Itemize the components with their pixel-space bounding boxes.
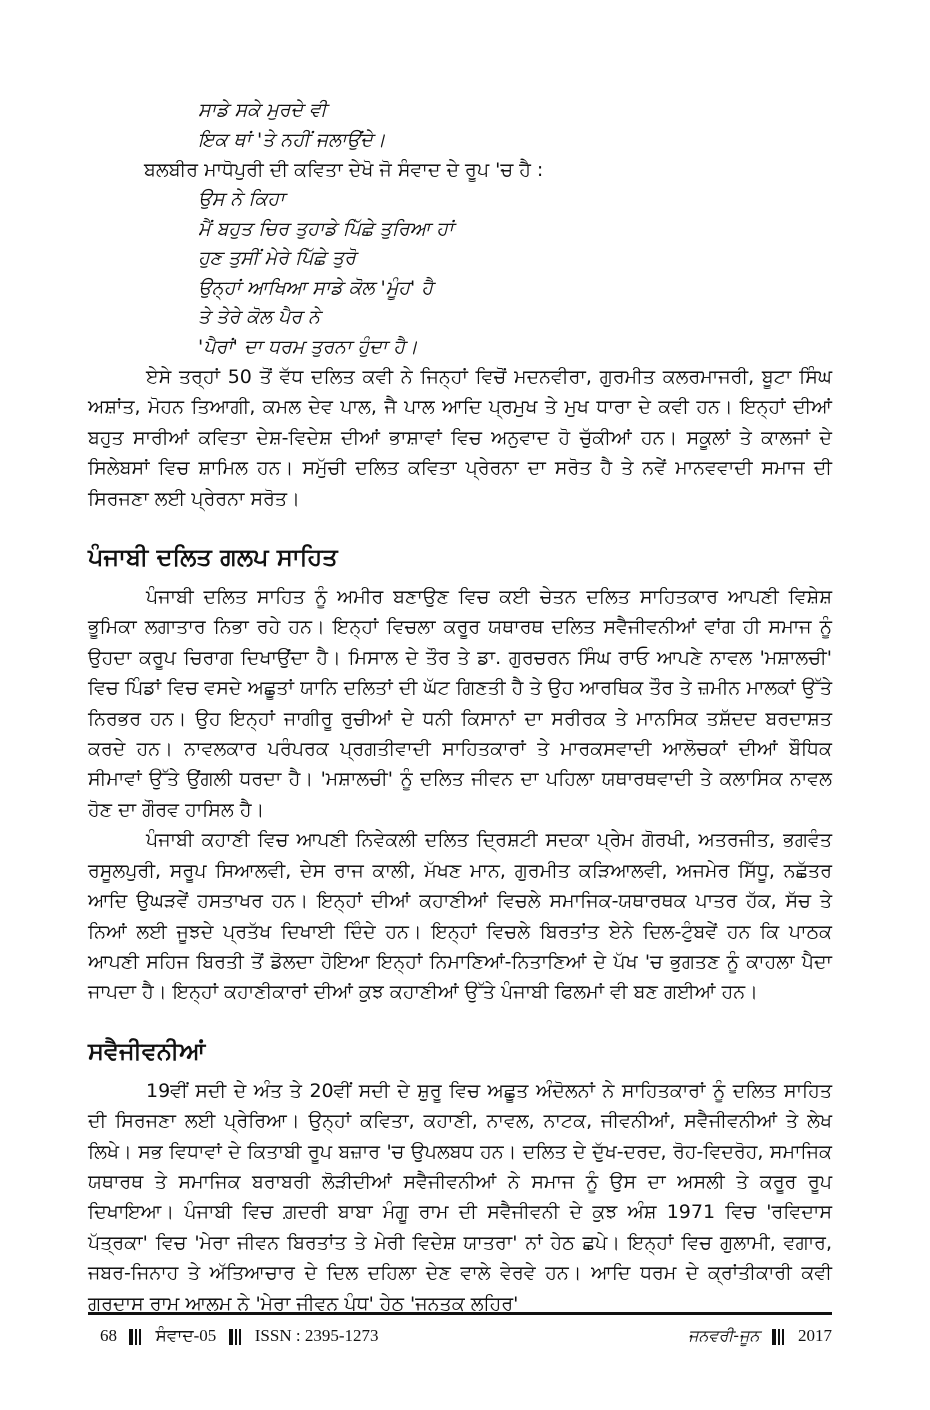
paragraph-autobiographies: 19ਵੀਂ ਸਦੀ ਦੇ ਅੰਤ ਤੇ 20ਵੀਂ ਸਦੀ ਦੇ ਸ਼ੁਰੂ ਵਿਚ ਅਛੂਤ ਅੰਦੋਲਨਾਂ ਨੇ ਸਾਹਿਤਕਾਰਾਂ ਨੂੰ ਦਲਿਤ ਸਾਹਿਤ ਦੀ ਸਿਰਜਣਾ ਲਈ ਪ੍ਰੇਰਿਆ। ਉਨ੍ਹਾਂ ਕਵਿਤਾ, ਕਹਾਣੀ, ਨਾਵਲ, ਨਾਟਕ, ਜੀਵਨੀਆਂ, ਸਵੈਜੀਵਨੀਆਂ ਤੇ ਲੇਖ ਲਿਖੇ। ਸਭ ਵਿਧਾਵਾਂ ਦੇ ਕਿਤਾਬੀ ਰੂਪ ਬਜ਼ਾਰ 'ਚ ਉਪਲਬਧ ਹਨ। ਦਲਿਤ ਦੇ ਦੁੱਖ-ਦਰਦ, ਰੋਹ-ਵਿਦਰੋਹ, ਸਮਾਜਿਕ ਯਥਾਰਥ ਤੇ ਸਮਾਜਿਕ ਬਰਾਬਰੀ ਲੋੜੀਦੀਆਂ ਸਵੈਜੀਵਨੀਆਂ ਨੇ ਸਮਾਜ ਨੂੰ ਉਸ ਦਾ ਅਸਲੀ ਤੇ ਕਰੂਰ ਰੂਪ ਦਿਖਾਇਆ। ਪੰਜਾਬੀ ਵਿਚ ਗ਼ਦਰੀ ਬਾਬਾ ਮੰਗੂ ਰਾਮ ਦੀ ਸਵੈਜੀਵਨੀ ਦੇ ਕੁਝ ਅੰਸ਼ 1971 ਵਿਚ 'ਰਵਿਦਾਸ ਪੱਤ੍ਰਕਾ' ਵਿਚ 'ਮੇਰਾ ਜੀਵਨ ਬਿਰਤਾਂਤ ਤੇ ਮੇਰੀ ਵਿਦੇਸ਼ ਯਾਤਰਾ' ਨਾਂ ਹੇਠ ਛਪੇ। ਇਨ੍ਹਾਂ ਵਿਚ ਗੁਲਾਮੀ, ਵਗਾਰ, ਜਬਰ-ਜਿਨਾਹ ਤੇ ਅੱਤਿਆਚਾਰ ਦੇ ਦਿਲ ਦਹਿਲਾ ਦੇਣ ਵਾਲੇ ਵੇਰਵੇ ਹਨ। ਆਦਿ ਧਰਮ ਦੇ ਕ੍ਰਾਂਤੀਕਾਰੀ ਕਵੀ ਗੁਰਦਾਸ ਰਾਮ ਆਲਮ ਨੇ 'ਮੇਰਾ ਜੀਵਨ ਪੰਧ' ਹੇਠ 'ਜਨਤਕ ਲਹਿਰ'	[88, 1079, 832, 1315]
article-body	[88, 96, 832, 1319]
bars-separator-icon	[229, 1329, 243, 1345]
issn: ISSN : 2395-1273	[254, 1326, 379, 1345]
page-footer	[88, 1322, 832, 1350]
issue-year: 2017	[798, 1326, 832, 1345]
poem-intro-line: ਬਲਬੀਰ ਮਾਧੋਪੁਰੀ ਦੀ ਕਵਿਤਾ ਦੇਖੋ ਜੋ ਸੰਵਾਦ ਦੇ ਰੂਪ 'ਚ ਹੈ :	[144, 159, 544, 181]
bars-separator-icon	[129, 1329, 143, 1345]
page-number: 68	[100, 1326, 117, 1345]
footer-left	[100, 1322, 378, 1350]
footer-right	[688, 1322, 832, 1350]
bars-separator-icon	[772, 1329, 786, 1345]
section-heading-fiction: ਪੰਜਾਬੀ ਦਲਿਤ ਗਲਪ ਸਾਹਿਤ	[88, 543, 338, 572]
poem-line: ਇਕ ਥਾਂ 'ਤੇ ਨਹੀਂ ਜਲਾਉਂਦੇ।	[198, 128, 386, 151]
paragraph-novel: ਪੰਜਾਬੀ ਦਲਿਤ ਸਾਹਿਤ ਨੂੰ ਅਮੀਰ ਬਣਾਉਣ ਵਿਚ ਕਈ ਚੇਤਨ ਦਲਿਤ ਸਾਹਿਤਕਾਰ ਆਪਣੀ ਵਿਸ਼ੇਸ਼ ਭੂਮਿਕਾ ਲਗਾਤਾਰ ਨਿਭਾ ਰਹੇ ਹਨ। ਇਨ੍ਹਾਂ ਵਿਚਲਾ ਕਰੂਰ ਯਥਾਰਥ ਦਲਿਤ ਸਵੈਜੀਵਨੀਆਂ ਵਾਂਗ ਹੀ ਸਮਾਜ ਨੂੰ ਉਹਦਾ ਕਰੂਪ ਚਿਰਾਗ ਦਿਖਾਉਂਦਾ ਹੈ। ਮਿਸਾਲ ਦੇ ਤੌਰ ਤੇ ਡਾ. ਗੁਰਚਰਨ ਸਿੰਘ ਰਾਓ ਆਪਣੇ ਨਾਵਲ 'ਮਸ਼ਾਲਚੀ' ਵਿਚ ਪਿੰਡਾਂ ਵਿਚ ਵਸਦੇ ਅਛੂਤਾਂ ਯਾਨਿ ਦਲਿਤਾਂ ਦੀ ਘੱਟ ਗਿਣਤੀ ਹੈ ਤੇ ਉਹ ਆਰਥਿਕ ਤੌਰ ਤੇ ਜ਼ਮੀਨ ਮਾਲਕਾਂ ਉੱਤੇ ਨਿਰਭਰ ਹਨ। ਉਹ ਇਨ੍ਹਾਂ ਜਾਗੀਰੂ ਰੁਚੀਆਂ ਦੇ ਧਨੀ ਕਿਸਾਨਾਂ ਦਾ ਸਰੀਰਕ ਤੇ ਮਾਨਸਿਕ ਤਸ਼ੱਦਦ ਬਰਦਾਸ਼ਤ ਕਰਦੇ ਹਨ। ਨਾਵਲਕਾਰ ਪਰੰਪਰਕ ਪ੍ਰਗਤੀਵਾਦੀ ਸਾਹਿਤਕਾਰਾਂ ਤੇ ਮਾਰਕਸਵਾਦੀ ਆਲੋਚਕਾਂ ਦੀਆਂ ਬੌਧਿਕ ਸੀਮਾਵਾਂ ਉੱਤੇ ਉਂਗਲੀ ਧਰਦਾ ਹੈ। 'ਮਸ਼ਾਲਚੀ' ਨੂੰ ਦਲਿਤ ਜੀਵਨ ਦਾ ਪਹਿਲਾ ਯਥਾਰਥਵਾਦੀ ਤੇ ਕਲਾਸਿਕ ਨਾਵਲ ਹੋਣ ਦਾ ਗੌਰਵ ਹਾਸਿਲ ਹੈ।	[88, 586, 832, 821]
poem-line: ਉਸ ਨੇ ਕਿਹਾ	[198, 188, 285, 210]
issue-months: ਜਨਵਰੀ-ਜੂਨ	[688, 1326, 760, 1345]
poem-line: ਮੈਂ ਬਹੁਤ ਚਿਰ ਤੁਹਾਡੇ ਪਿੱਛੇ ਤੁਰਿਆ ਹਾਂ	[198, 217, 454, 240]
poem-line: ਸਾਡੇ ਸਕੇ ਮੁਰਦੇ ਵੀ	[198, 99, 327, 121]
poem-line: ਹੁਣ ਤੁਸੀਂ ਮੇਰੇ ਪਿੱਛੇ ਤੁਰੋ	[198, 247, 356, 269]
paragraph-poets: ਏਸੇ ਤਰ੍ਹਾਂ 50 ਤੋਂ ਵੱਧ ਦਲਿਤ ਕਵੀ ਨੇ ਜਿਨ੍ਹਾਂ ਵਿਚੋਂ ਮਦਨਵੀਰਾ, ਗੁਰਮੀਤ ਕਲਰਮਾਜਰੀ, ਬੂਟਾ ਸਿੰਘ ਅਸ਼ਾਂਤ, ਮੋਹਨ ਤਿਆਗੀ, ਕਮਲ ਦੇਵ ਪਾਲ, ਜੈ ਪਾਲ ਆਦਿ ਪ੍ਰਮੁਖ ਤੇ ਮੁਖ ਧਾਰਾ ਦੇ ਕਵੀ ਹਨ। ਇਨ੍ਹਾਂ ਦੀਆਂ ਬਹੁਤ ਸਾਰੀਆਂ ਕਵਿਤਾ ਦੇਸ਼-ਵਿਦੇਸ਼ ਦੀਆਂ ਭਾਸ਼ਾਵਾਂ ਵਿਚ ਅਨੁਵਾਦ ਹੋ ਚੁੱਕੀਆਂ ਹਨ। ਸਕੂਲਾਂ ਤੇ ਕਾਲਜਾਂ ਦੇ ਸਿਲੇਬਸਾਂ ਵਿਚ ਸ਼ਾਮਿਲ ਹਨ। ਸਮੁੱਚੀ ਦਲਿਤ ਕਵਿਤਾ ਪ੍ਰੇਰਨਾ ਦਾ ਸਰੋਤ ਹੈ ਤੇ ਨਵੇਂ ਮਾਨਵਵਾਦੀ ਸਮਾਜ ਦੀ ਸਿਰਜਣਾ ਲਈ ਪ੍ਰੇਰਨਾ ਸਰੋਤ।	[88, 366, 832, 510]
section-heading-autobiographies: ਸਵੈਜੀਵਨੀਆਂ	[88, 1036, 206, 1065]
poem-line: 'ਪੈਰਾਂ' ਦਾ ਧਰਮ ਤੁਰਨਾ ਹੁੰਦਾ ਹੈ।	[198, 335, 418, 358]
poem-line: ਉਨ੍ਹਾਂ ਆਖਿਆ ਸਾਡੇ ਕੋਲ 'ਮੂੰਹ' ਹੈ	[198, 276, 433, 299]
paragraph-short-story: ਪੰਜਾਬੀ ਕਹਾਣੀ ਵਿਚ ਆਪਣੀ ਨਿਵੇਕਲੀ ਦਲਿਤ ਦ੍ਰਿਸ਼ਟੀ ਸਦਕਾ ਪ੍ਰੇਮ ਗੋਰਖੀ, ਅਤਰਜੀਤ, ਭਗਵੰਤ ਰਸੂਲਪੁਰੀ, ਸਰੂਪ ਸਿਆਲਵੀ, ਦੇਸ ਰਾਜ ਕਾਲੀ, ਮੱਖਣ ਮਾਨ, ਗੁਰਮੀਤ ਕੜਿਆਲਵੀ, ਅਜਮੇਰ ਸਿੱਧੂ, ਨਛੱਤਰ ਆਦਿ ਉਘੜਵੇਂ ਹਸਤਾਖਰ ਹਨ। ਇਨ੍ਹਾਂ ਦੀਆਂ ਕਹਾਣੀਆਂ ਵਿਚਲੇ ਸਮਾਜਿਕ-ਯਥਾਰਥਕ ਪਾਤਰ ਹੱਕ, ਸੱਚ ਤੇ ਨਿਆਂ ਲਈ ਜੂਝਦੇ ਪ੍ਰਤੱਖ ਦਿਖਾਈ ਦਿੰਦੇ ਹਨ। ਇਨ੍ਹਾਂ ਵਿਚਲੇ ਬਿਰਤਾਂਤ ਏਨੇ ਦਿਲ-ਟੁੰਬਵੇਂ ਹਨ ਕਿ ਪਾਠਕ ਆਪਣੀ ਸਹਿਜ ਬਿਰਤੀ ਤੋਂ ਡੋਲਦਾ ਹੋਇਆ ਇਨ੍ਹਾਂ ਨਿਮਾਣਿਆਂ-ਨਿਤਾਣਿਆਂ ਦੇ ਪੱਖ 'ਚ ਭੁਗਤਣ ਨੂੰ ਕਾਹਲਾ ਪੈਦਾ ਜਾਪਦਾ ਹੈ। ਇਨ੍ਹਾਂ ਕਹਾਣੀਕਾਰਾਂ ਦੀਆਂ ਕੁਝ ਕਹਾਣੀਆਂ ਉੱਤੇ ਪੰਜਾਬੀ ਫਿਲਮਾਂ ਵੀ ਬਣ ਗਈਆਂ ਹਨ।	[88, 829, 832, 1004]
poem-excerpt-1	[88, 96, 832, 155]
journal-name: ਸੰਵਾਦ-05	[155, 1326, 217, 1345]
poem-excerpt-2	[88, 185, 832, 362]
poem-line: ਤੇ ਤੇਰੇ ਕੋਲ ਪੈਰ ਨੇ	[198, 306, 320, 328]
footer-rule	[88, 1312, 832, 1315]
